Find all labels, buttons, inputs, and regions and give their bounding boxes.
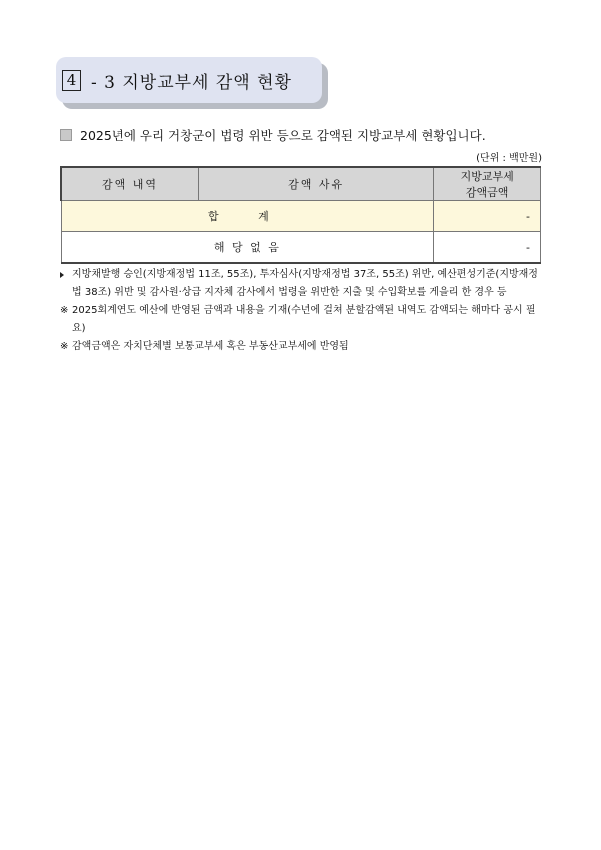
none-amount: -	[434, 232, 541, 264]
intro-line	[60, 126, 486, 144]
note-item	[60, 338, 546, 356]
notes	[60, 266, 546, 356]
total-row	[61, 201, 541, 232]
note-item	[60, 266, 546, 302]
intro-text: 2025년에 우리 거창군이 법령 위반 등으로 감액된 지방교부세 현황입니다.	[80, 128, 486, 143]
note-text: 지방채발행 승인(지방재정법 11조, 55조), 투자심사(지방재정법 37조, 55조) 위반, 예산편성기준(지방재정법 38조) 위반 및 감사원·상급 지자체 감사에서 법령을 위반한 지출 및 수입확보를 게을리 한 경우 등	[72, 269, 538, 298]
none-label: 해 당 없 음	[61, 232, 434, 264]
section-title-box	[56, 57, 322, 103]
header-amount-line1: 지방교부세	[460, 170, 514, 183]
note-item	[60, 302, 546, 338]
total-amount: -	[434, 201, 541, 232]
section-number: 4	[62, 70, 81, 91]
reference-mark: ※	[60, 305, 69, 316]
section-title: - 3 지방교부세 감액 현황	[91, 72, 292, 93]
header-reduction-details: 감액 내역	[61, 167, 199, 201]
note-text: 감액금액은 자치단체별 보통교부세 혹은 부동산교부세에 반영됨	[72, 341, 349, 352]
table-header-row	[61, 167, 541, 201]
arrow-bullet-icon	[60, 266, 72, 302]
unit-label: (단위 : 백만원)	[476, 153, 542, 164]
reference-mark: ※	[60, 341, 69, 352]
header-reduction-reason: 감액 사유	[199, 167, 434, 201]
total-label-text: 합 계	[208, 210, 287, 223]
total-label	[61, 201, 434, 232]
reduction-table	[60, 166, 541, 264]
square-bullet-icon	[60, 129, 72, 141]
header-amount	[434, 167, 541, 201]
none-row	[61, 232, 541, 264]
header-amount-line2: 감액금액	[465, 186, 509, 199]
note-text: 2025회계연도 예산에 반영된 금액과 내용을 기재(수년에 걸쳐 분할감액된 내역도 감액되는 해마다 공시 필요)	[72, 305, 536, 334]
